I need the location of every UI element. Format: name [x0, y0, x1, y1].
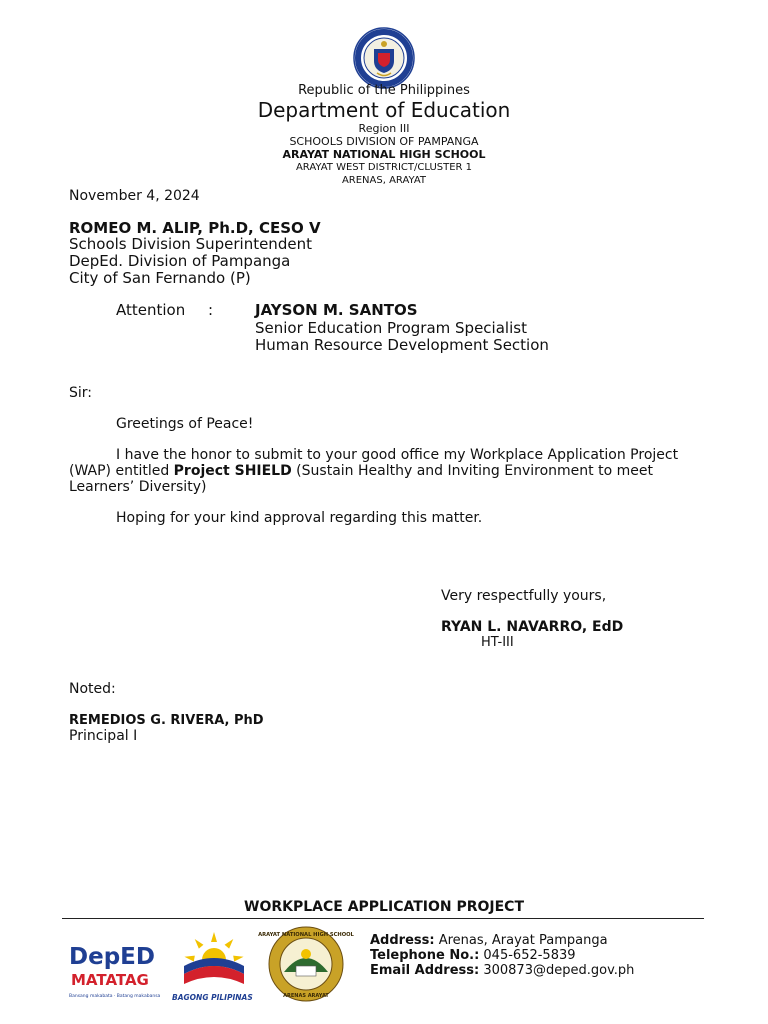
footer-divider	[62, 918, 704, 919]
noted-title: Principal I	[69, 728, 138, 744]
school-name: ARAYAT NATIONAL HIGH SCHOOL	[282, 148, 486, 161]
contact-email	[370, 963, 634, 978]
region-line: Region III	[358, 122, 410, 135]
matatag-logo-text: MATATAG	[71, 971, 149, 989]
bagong-pilipinas-logo	[172, 924, 258, 1004]
email-value: 300873@deped.gov.ph	[479, 963, 635, 978]
division-line: SCHOOLS DIVISION OF PAMPANGA	[289, 135, 479, 148]
attention-label: Attention	[116, 301, 186, 319]
attention-colon: :	[208, 301, 214, 319]
body-line-2	[69, 463, 653, 479]
phone-label: Telephone No.:	[370, 948, 480, 963]
email-label: Email Address:	[370, 963, 480, 978]
salutation: Sir:	[69, 385, 93, 401]
address-value: Arenas, Arayat Pampanga	[434, 933, 608, 948]
greeting: Greetings of Peace!	[116, 416, 254, 432]
school-seal-logo	[258, 926, 354, 1002]
recipient-office: DepEd. Division of Pampanga	[69, 252, 291, 270]
school-seal-bottom: ARENAS ARAYAT	[283, 993, 329, 999]
contact-phone	[370, 948, 576, 963]
address-label: Address:	[370, 933, 435, 948]
attention-name: JAYSON M. SANTOS	[255, 301, 418, 319]
department-title: Department of Education	[257, 98, 511, 122]
deped-logo-text: DepED	[69, 944, 155, 970]
district-line: ARAYAT WEST DISTRICT/CLUSTER 1	[295, 162, 473, 173]
deped-matatag-logo	[68, 930, 161, 1002]
signer-title: HT-III	[481, 635, 514, 650]
bagong-pilipinas-text: BAGONG PILIPINAS	[172, 993, 253, 1002]
recipient-title: Schools Division Superintendent	[69, 235, 312, 253]
closing-phrase: Very respectfully yours,	[441, 588, 607, 604]
signer-name: RYAN L. NAVARRO, EdD	[441, 619, 624, 635]
recipient-name: ROMEO M. ALIP, Ph.D, CESO V	[69, 219, 321, 237]
project-name: Project SHIELD	[173, 463, 292, 479]
attention-title: Senior Education Program Specialist	[255, 319, 527, 337]
contact-address	[370, 933, 608, 948]
school-seal-text: ARAYAT NATIONAL HIGH SCHOOL	[258, 932, 354, 938]
deped-seal-logo	[353, 27, 415, 89]
body-line-2-end: (Sustain Healthy and Inviting Environment to meet	[291, 463, 653, 479]
phone-value: 045-652-5839	[479, 948, 576, 963]
body-line-1: I have the honor to submit to your good office my Workplace Application Project	[116, 447, 679, 463]
body-line-3: Learners’ Diversity)	[69, 479, 207, 495]
school-address: ARENAS, ARAYAT	[341, 175, 427, 186]
project-title: WORKPLACE APPLICATION PROJECT	[244, 899, 524, 915]
letter-date: November 4, 2024	[69, 188, 200, 204]
noted-label: Noted:	[69, 681, 116, 697]
recipient-city: City of San Fernando (P)	[69, 269, 251, 287]
noted-name: REMEDIOS G. RIVERA, PhD	[69, 713, 264, 728]
closing-request: Hoping for your kind approval regarding this matter.	[116, 510, 483, 526]
republic-line: Republic of the Philippines	[298, 83, 470, 98]
body-line-2-start: (WAP) entitled	[69, 463, 174, 479]
attention-section: Human Resource Development Section	[255, 336, 549, 354]
matatag-tagline: Bansang makabata · Batang makabansa	[69, 994, 161, 999]
